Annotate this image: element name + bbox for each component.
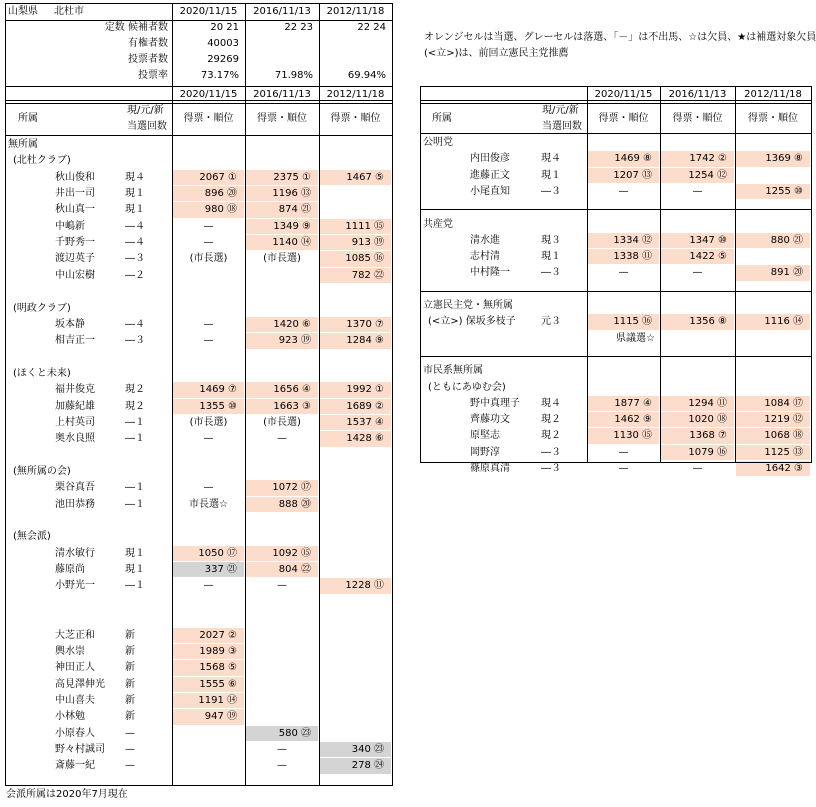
vote-result: 1284 ⑨ bbox=[346, 335, 384, 347]
candidate-status: 新 bbox=[125, 694, 135, 706]
footnote: 会派所属は2020年7月現在 bbox=[6, 789, 128, 800]
vote-result: 1191 ⑭ bbox=[198, 694, 237, 706]
candidate-name: 千野秀一 bbox=[55, 237, 95, 249]
vote-result: 1068 ⑱ bbox=[764, 430, 803, 442]
vote-result: 1370 ⑦ bbox=[346, 318, 384, 330]
grid-line bbox=[735, 86, 736, 462]
result-note: — bbox=[618, 267, 629, 279]
candidate-status: ―３ bbox=[125, 253, 145, 265]
grid-line bbox=[245, 3, 246, 785]
candidate-name: 小野光一 bbox=[55, 580, 95, 592]
vote-result: 580 ㉓ bbox=[278, 727, 311, 739]
status-header: 現/元/新 bbox=[127, 105, 164, 116]
affiliation-header: 所属 bbox=[432, 113, 452, 124]
candidate-name: 中嶋新 bbox=[55, 220, 85, 232]
vote-result: 1422 ⑤ bbox=[689, 251, 727, 263]
candidate-name: 原堅志 bbox=[470, 430, 500, 442]
candidate-status: ―３ bbox=[541, 446, 561, 458]
prefecture-label: 山梨県 bbox=[8, 6, 38, 17]
stat-value: 73.17% bbox=[200, 70, 239, 81]
stat-label: 投票者数 bbox=[128, 54, 168, 65]
stat-label: 投票率 bbox=[138, 70, 168, 81]
stat-label: 有権者数 bbox=[128, 38, 168, 49]
vote-result: 1349 ⑨ bbox=[273, 220, 311, 232]
candidate-status: 現１ bbox=[541, 251, 561, 263]
candidate-status: 現１ bbox=[125, 564, 145, 576]
vote-result: 1196 ⑬ bbox=[272, 188, 311, 200]
status-header: 当選回数 bbox=[542, 121, 582, 132]
legend-note-2: (<立>)は、前回立憲民主党推薦 bbox=[424, 48, 569, 59]
candidate-name: 藤原尚 bbox=[55, 564, 85, 576]
vote-result: 1992 ① bbox=[346, 384, 384, 396]
vote-result: 1338 ⑪ bbox=[613, 251, 652, 263]
result-note: — bbox=[203, 433, 214, 445]
vote-result: 1368 ⑦ bbox=[689, 430, 727, 442]
grid-line bbox=[420, 86, 421, 462]
vote-result: 1334 ⑫ bbox=[613, 234, 652, 246]
stat-value: 20 21 bbox=[210, 22, 239, 33]
candidate-status: 新 bbox=[125, 678, 135, 690]
candidate-status: 現２ bbox=[541, 430, 561, 442]
candidate-status: — bbox=[125, 743, 135, 755]
result-note: — bbox=[203, 220, 214, 232]
result-note: — bbox=[203, 335, 214, 347]
grid-line bbox=[392, 3, 393, 785]
vote-result: 1255 ⑩ bbox=[765, 185, 803, 197]
year-header: 2012/11/18 bbox=[326, 6, 385, 17]
grid-line bbox=[5, 3, 6, 785]
vote-result: 1742 ② bbox=[689, 153, 727, 165]
candidate-name: 神田正人 bbox=[55, 662, 95, 674]
grid-line bbox=[811, 86, 812, 462]
group-label: 共産党 bbox=[423, 218, 453, 230]
vote-result: 278 ㉔ bbox=[351, 760, 384, 772]
vote-result: 947 ⑲ bbox=[204, 711, 237, 723]
vote-result: 1467 ⑤ bbox=[346, 171, 384, 183]
candidate-name: 清水敏行 bbox=[55, 547, 95, 559]
candidate-name: 相吉正一 bbox=[55, 335, 95, 347]
grid-line bbox=[5, 100, 393, 101]
vote-result: 1050 ⑰ bbox=[198, 547, 237, 559]
vote-result: 1085 ⑯ bbox=[345, 253, 384, 265]
grid-line bbox=[420, 100, 812, 101]
group-label: 立憲民主党・無所属 bbox=[423, 300, 513, 311]
vote-rank-header: 得票・順位 bbox=[183, 113, 234, 124]
vote-result: 1555 ⑥ bbox=[199, 678, 237, 690]
vote-result: 1642 ③ bbox=[765, 463, 803, 474]
vote-result: 1228 ⑪ bbox=[345, 580, 384, 592]
vote-result: 1663 ③ bbox=[273, 400, 311, 412]
vote-rank-header: 得票・順位 bbox=[598, 113, 649, 124]
candidate-status: ―１ bbox=[125, 498, 145, 510]
subgroup-label: (無所属の会) bbox=[13, 466, 71, 477]
candidate-status: ―１ bbox=[125, 482, 145, 494]
city-label: 北杜市 bbox=[54, 6, 84, 17]
candidate-status: ―４ bbox=[125, 318, 145, 330]
candidate-name: 加藤紀雄 bbox=[55, 400, 95, 412]
subgroup-label: (無会派) bbox=[13, 531, 51, 543]
candidate-status: ―１ bbox=[125, 416, 145, 428]
vote-result: 1294 ⑪ bbox=[688, 397, 727, 409]
vote-result: 1254 ⑫ bbox=[688, 169, 727, 181]
result-note: — bbox=[277, 743, 287, 755]
vote-rank-header: 得票・順位 bbox=[672, 113, 723, 124]
grid-line bbox=[420, 86, 812, 87]
year-header: 2020/11/15 bbox=[594, 89, 653, 100]
result-note: — bbox=[692, 185, 703, 197]
vote-result: 1111 ⑮ bbox=[345, 220, 384, 232]
grid-line bbox=[5, 20, 393, 21]
grid-line bbox=[5, 86, 393, 87]
candidate-name: 野中真理子 bbox=[470, 397, 520, 409]
subgroup-label: (明政クラブ) bbox=[13, 302, 71, 314]
candidate-status: 現２ bbox=[541, 414, 561, 426]
vote-result: 1689 ② bbox=[346, 400, 384, 412]
vote-result: 880 ㉑ bbox=[770, 234, 803, 246]
group-label: 市民系無所属 bbox=[423, 365, 483, 377]
vote-result: 913 ⑲ bbox=[351, 237, 384, 249]
candidate-status: ―１ bbox=[125, 433, 145, 445]
candidate-status: ―４ bbox=[125, 220, 145, 232]
result-note: — bbox=[277, 580, 287, 592]
stat-value: 22 24 bbox=[357, 22, 386, 33]
grid-line bbox=[5, 3, 393, 4]
vote-result: 1355 ⑩ bbox=[199, 400, 237, 412]
candidate-name: 秋山俊和 bbox=[55, 171, 95, 183]
grid-line bbox=[5, 135, 393, 136]
candidate-status: — bbox=[125, 760, 135, 772]
year-header: 2012/11/18 bbox=[326, 89, 385, 100]
vote-result: 1020 ⑱ bbox=[688, 414, 727, 426]
vote-result: 337 ㉑ bbox=[204, 564, 237, 576]
result-note: 市長選☆ bbox=[189, 498, 228, 510]
candidate-name: 篠原真清 bbox=[470, 463, 510, 474]
candidate-status: ―３ bbox=[541, 463, 561, 474]
candidate-name: 奥水良照 bbox=[55, 433, 95, 445]
grid-line bbox=[319, 3, 320, 785]
vote-result: 1125 ⑬ bbox=[764, 446, 803, 458]
candidate-name: 中山喜夫 bbox=[55, 694, 95, 706]
stat-value: 69.94% bbox=[347, 70, 386, 81]
vote-result: 1428 ⑥ bbox=[346, 433, 384, 445]
candidate-status: 現１ bbox=[125, 204, 145, 216]
stat-value: 22 23 bbox=[284, 22, 313, 33]
candidate-name: 進藤正文 bbox=[470, 169, 510, 181]
year-header: 2016/11/13 bbox=[668, 89, 727, 100]
grid-line bbox=[420, 103, 812, 104]
grid-line bbox=[420, 133, 812, 134]
year-header: 2016/11/13 bbox=[253, 6, 311, 17]
candidate-status: ―３ bbox=[541, 267, 561, 279]
result-note: — bbox=[277, 433, 287, 445]
result-note: — bbox=[692, 463, 703, 474]
candidate-status: ―４ bbox=[125, 237, 145, 249]
group-separator bbox=[420, 291, 812, 292]
vote-result: 340 ㉓ bbox=[351, 743, 384, 755]
candidate-status: 現２ bbox=[125, 384, 145, 396]
grid-line bbox=[172, 3, 173, 785]
vote-rank-header: 得票・順位 bbox=[330, 113, 381, 124]
candidate-status: 新 bbox=[125, 711, 135, 723]
result-note: (市長選) bbox=[189, 253, 228, 265]
candidate-status: 現１ bbox=[541, 169, 561, 181]
candidate-name: (<立>) 保坂多枝子 bbox=[428, 316, 516, 328]
candidate-name: 輿水崇 bbox=[55, 645, 85, 657]
result-note: (市長選) bbox=[263, 253, 301, 265]
vote-result: 1116 ⑭ bbox=[764, 316, 803, 328]
vote-result: 891 ⑳ bbox=[770, 267, 803, 279]
candidate-name: 井出一司 bbox=[55, 188, 95, 200]
vote-result: 1092 ⑮ bbox=[272, 547, 311, 559]
candidate-name: 池田恭務 bbox=[55, 498, 95, 510]
candidate-status: ―３ bbox=[125, 335, 145, 347]
candidate-name: 小原春人 bbox=[55, 727, 95, 739]
year-header: 2020/11/15 bbox=[179, 6, 238, 17]
result-note: — bbox=[618, 463, 629, 474]
vote-result: 1347 ⑩ bbox=[689, 234, 727, 246]
candidate-status: — bbox=[125, 727, 135, 739]
result-note: — bbox=[618, 446, 629, 458]
affiliation-header: 所属 bbox=[18, 113, 38, 124]
candidate-name: 高見澤伸光 bbox=[55, 678, 105, 690]
candidate-status: 新 bbox=[125, 629, 135, 641]
subgroup-label: (北杜クラブ) bbox=[13, 155, 71, 167]
candidate-name: 坂本静 bbox=[55, 318, 85, 330]
candidate-name: 秋山真一 bbox=[55, 204, 95, 216]
year-header: 2020/11/15 bbox=[179, 89, 238, 100]
stat-value: 71.98% bbox=[274, 70, 313, 81]
result-note: — bbox=[618, 185, 629, 197]
vote-result: 1072 ⑰ bbox=[272, 482, 311, 494]
vote-result: 874 ㉑ bbox=[278, 204, 311, 216]
year-header: 2016/11/13 bbox=[253, 89, 311, 100]
vote-result: 1537 ④ bbox=[346, 416, 384, 428]
candidate-name: 渡辺英子 bbox=[55, 253, 95, 265]
candidate-name: 福井俊克 bbox=[55, 384, 95, 396]
candidate-status: 新 bbox=[125, 645, 135, 657]
year-header: 2012/11/18 bbox=[744, 89, 802, 100]
group-label: 無所属 bbox=[8, 139, 38, 150]
status-header: 当選回数 bbox=[127, 121, 167, 132]
subgroup-label: (ともにあゆむ会) bbox=[428, 381, 506, 393]
result-note: — bbox=[277, 760, 287, 772]
vote-result: 923 ⑲ bbox=[278, 335, 311, 347]
vote-result: 1469 ⑧ bbox=[614, 153, 652, 165]
candidate-name: 小尾直知 bbox=[470, 185, 510, 197]
candidate-name: 上村英司 bbox=[55, 416, 95, 428]
candidate-status: 現２ bbox=[125, 400, 145, 412]
subgroup-label: (ほくと未来) bbox=[13, 367, 71, 379]
grid-line bbox=[660, 86, 661, 462]
candidate-status: ―３ bbox=[541, 185, 561, 197]
candidate-name: 志村清 bbox=[470, 251, 500, 263]
vote-rank-header: 得票・順位 bbox=[257, 113, 307, 124]
vote-result: 782 ㉒ bbox=[351, 269, 384, 281]
grid-line bbox=[420, 462, 812, 463]
candidate-name: 中村隆一 bbox=[470, 267, 510, 279]
candidate-status: ―２ bbox=[125, 269, 145, 281]
vote-result: 888 ⑳ bbox=[278, 498, 311, 510]
group-separator bbox=[420, 356, 812, 357]
status-header: 現/元/新 bbox=[542, 105, 579, 116]
vote-result: 896 ⑳ bbox=[204, 188, 237, 200]
stat-value: 40003 bbox=[207, 38, 239, 49]
vote-result: 2027 ② bbox=[199, 629, 237, 641]
vote-result: 1462 ⑨ bbox=[614, 414, 652, 426]
vote-result: 1469 ⑦ bbox=[199, 384, 237, 396]
vote-result: 1130 ⑮ bbox=[613, 430, 652, 442]
vote-result: 1656 ④ bbox=[273, 384, 311, 396]
candidate-status: 現４ bbox=[125, 171, 145, 183]
candidate-status: 現１ bbox=[125, 188, 145, 200]
result-note: 県議選☆ bbox=[616, 332, 655, 344]
vote-result: 980 ⑱ bbox=[204, 204, 237, 216]
vote-result: 1356 ⑧ bbox=[689, 316, 727, 328]
candidate-status: 新 bbox=[125, 662, 135, 674]
candidate-status: 現４ bbox=[541, 153, 561, 165]
candidate-status: 現１ bbox=[125, 547, 145, 559]
legend-note-1: オレンジセルは当選、グレーセルは落選、「－」は不出馬、☆は欠員、★は補選対象欠員 bbox=[424, 32, 816, 43]
grid-line bbox=[5, 785, 393, 786]
result-note: — bbox=[203, 482, 214, 494]
vote-result: 1369 ⑧ bbox=[765, 153, 803, 165]
candidate-name: 岡野淳 bbox=[470, 446, 500, 458]
vote-result: 1084 ⑰ bbox=[764, 397, 803, 409]
vote-result: 1207 ⑬ bbox=[613, 169, 652, 181]
candidate-name: 栗谷真吾 bbox=[55, 482, 95, 494]
result-note: — bbox=[203, 237, 214, 249]
candidate-status: 現４ bbox=[541, 397, 561, 409]
stat-value: 29269 bbox=[207, 54, 239, 65]
stat-label: 定数 候補者数 bbox=[104, 22, 168, 33]
candidate-name: 齊藤功文 bbox=[470, 414, 510, 426]
grid-line bbox=[5, 103, 393, 104]
candidate-name: 中山宏樹 bbox=[55, 269, 95, 281]
result-note: — bbox=[203, 318, 214, 330]
vote-result: 1420 ⑥ bbox=[273, 318, 311, 330]
group-separator bbox=[420, 209, 812, 210]
vote-result: 1568 ⑤ bbox=[199, 662, 237, 674]
candidate-name: 小林勉 bbox=[55, 711, 85, 723]
result-note: — bbox=[692, 267, 703, 279]
result-note: (市長選) bbox=[263, 416, 301, 428]
result-note: (市長選) bbox=[189, 416, 228, 428]
result-note: — bbox=[203, 580, 214, 592]
candidate-name: 野々村誠司 bbox=[55, 743, 105, 755]
candidate-name: 大芝正和 bbox=[55, 629, 95, 641]
vote-result: 1877 ④ bbox=[614, 397, 652, 409]
vote-result: 1079 ⑯ bbox=[688, 446, 727, 458]
candidate-name: 斎藤一紀 bbox=[55, 760, 95, 772]
vote-result: 2067 ① bbox=[199, 171, 237, 183]
vote-result: 1219 ⑫ bbox=[764, 414, 803, 426]
vote-result: 1115 ⑯ bbox=[613, 316, 652, 328]
candidate-name: 内田俊彦 bbox=[470, 153, 510, 165]
candidate-status: 元３ bbox=[541, 316, 561, 328]
vote-result: 804 ㉒ bbox=[278, 564, 311, 576]
grid-line bbox=[587, 86, 588, 462]
candidate-status: ―１ bbox=[125, 580, 145, 592]
group-label: 公明党 bbox=[423, 137, 453, 148]
vote-result: 1989 ③ bbox=[199, 645, 237, 657]
candidate-name: 清水進 bbox=[470, 234, 500, 246]
vote-result: 2375 ① bbox=[273, 171, 311, 183]
candidate-status: 現３ bbox=[541, 234, 561, 246]
vote-result: 1140 ⑭ bbox=[272, 237, 311, 249]
vote-rank-header: 得票・順位 bbox=[748, 113, 798, 124]
